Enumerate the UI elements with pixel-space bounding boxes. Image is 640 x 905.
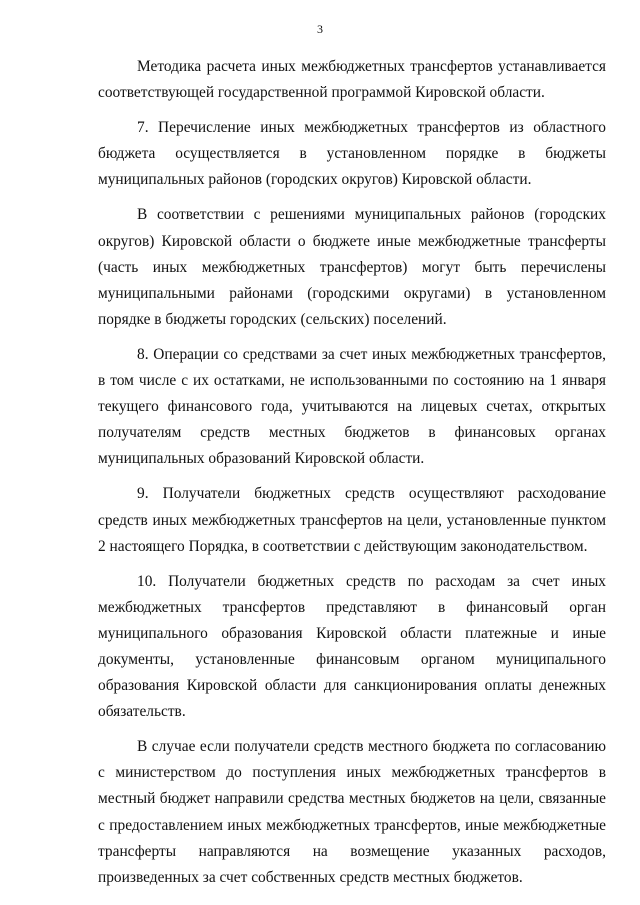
paragraph-methodology: Методика расчета иных межбюджетных трансфертов устанавливается соответствующей государственной программой Кировской области. — [98, 58, 606, 102]
paragraph-item-8: 8. Операции со средствами за счет иных межбюджетных трансфертов, в том числе с их остатками, не использованными по состоянию на 1 января текущего финансового года, учитываются на лицевых счетах, открытых получателям средств местных бюджетов в финансовых органах муниципальных образований Кировской области. — [98, 345, 606, 468]
page-number: 3 — [317, 22, 323, 36]
paragraph-municipal-decisions: В соответствии с решениями муниципальных районов (городских округов) Кировской области о бюджете иные межбюджетные трансферты (часть иных межбюджетных трансфертов) могут быть перечислены муниципальными районами (городскими округами) в установленном порядке в бюджеты городских (сельских) поселений. — [98, 206, 606, 328]
paragraph-reimbursement: В случае если получатели средств местного бюджета по согласованию с министерством до поступления иных межбюджетных трансфертов в местный бюджет направили средства местных бюджетов на цели, связанные с предоставлением иных межбюджетных трансфертов, иные межбюджетные трансферты направляются на возмещение указанных расходов, произведенных за счет собственных средств местных бюджетов. — [98, 738, 606, 886]
document-body — [98, 54, 606, 891]
paragraph-item-7: 7. Перечисление иных межбюджетных трансфертов из областного бюджета осуществляется в установленном порядке в бюджеты муниципальных районов (городских округов) Кировской области. — [98, 119, 606, 189]
paragraph-item-10: 10. Получатели бюджетных средств по расходам за счет иных межбюджетных трансфертов представляют в финансовый орган муниципального образования Кировской области платежные и иные документы, установленные финансовым органом муниципального образования Кировской области для санкционирования оплаты денежных обязательств. — [98, 572, 606, 721]
paragraph-item-9: 9. Получатели бюджетных средств осуществляют расходование средств иных межбюджетных трансфертов на цели, установленные пунктом 2 настоящего Порядка, в соответствии с действующим законодательством. — [98, 485, 606, 555]
